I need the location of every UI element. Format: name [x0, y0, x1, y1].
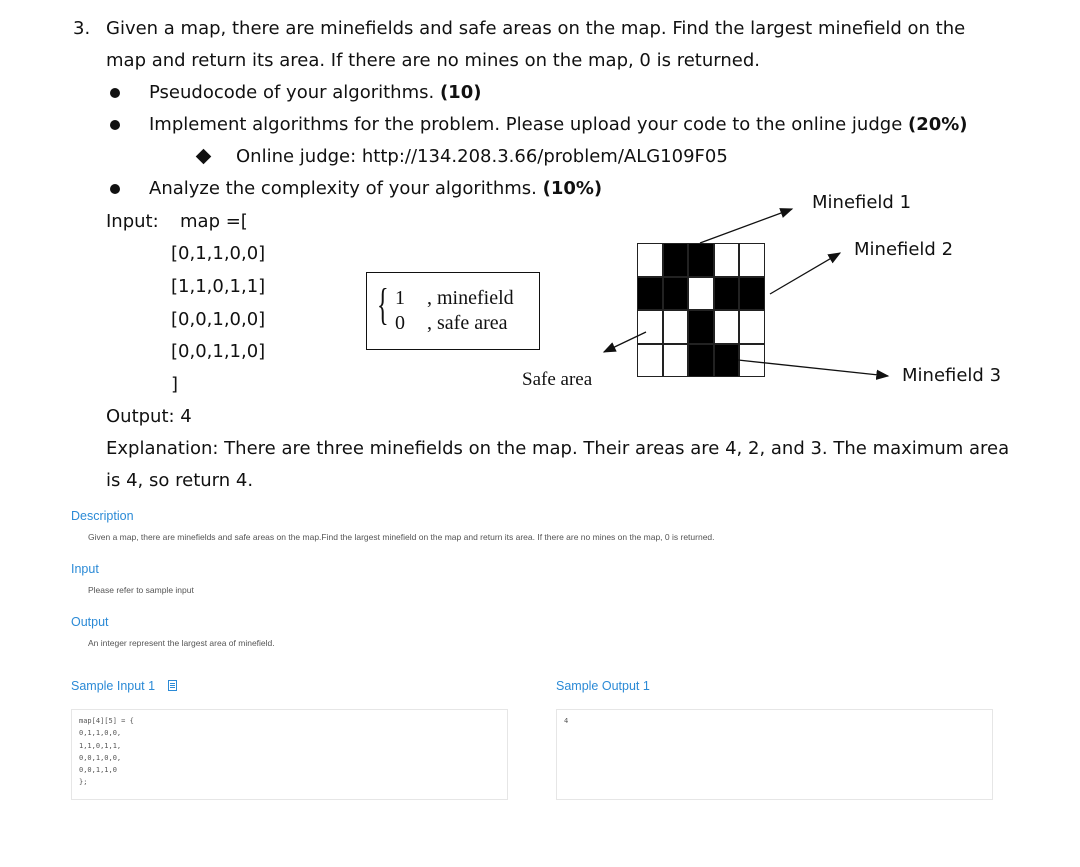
grid-cell-mine: [663, 277, 689, 311]
problem-line-2: map and return its area. If there are no mines on the map, 0 is returned.: [106, 50, 760, 71]
map-open: map =[: [180, 211, 248, 232]
input-text: Please refer to sample input: [88, 585, 194, 595]
label-minefield-1: Minefield 1: [812, 192, 912, 213]
grid-cell-safe: [714, 310, 740, 344]
legend-value-mine: 1: [395, 287, 405, 309]
grid-cell-mine: [663, 243, 689, 277]
grid-cell-safe: [637, 344, 663, 378]
grid-cell-mine: [637, 277, 663, 311]
map-row: [0,1,1,0,0]: [171, 243, 266, 264]
bullet-dot: [110, 184, 120, 194]
grid-cell-safe: [663, 310, 689, 344]
sample-output-title: Sample Output 1: [556, 679, 650, 693]
grid-cell-safe: [637, 243, 663, 277]
bullet-dot: [110, 120, 120, 130]
grid-cell-safe: [739, 344, 765, 378]
grid-cell-safe: [714, 243, 740, 277]
legend-text-mine: , minefield: [427, 287, 514, 309]
arrow-minefield-2: [770, 253, 840, 294]
sample-input-code: map[4][5] = { 0,1,1,0,0, 1,1,0,1,1, 0,0,1,0,0, 0,0,1,1,0 };: [79, 717, 134, 787]
grid-cell-mine: [714, 344, 740, 378]
map-row: [0,0,1,1,0]: [171, 341, 266, 362]
online-judge-link[interactable]: Online judge: http://134.208.3.66/problem/ALG109F05: [236, 146, 728, 167]
sample-output-code: 4: [564, 717, 569, 725]
legend-value-safe: 0: [395, 312, 405, 334]
bullet-complexity: Analyze the complexity of your algorithms. (10%): [149, 178, 603, 199]
grid-cell-safe: [637, 310, 663, 344]
explanation-line-2: is 4, so return 4.: [106, 470, 254, 491]
label-minefield-2: Minefield 2: [854, 239, 954, 260]
grid-cell-safe: [739, 310, 765, 344]
sample-input-title: Sample Input 1: [71, 679, 156, 693]
label-safe-area: Safe area: [522, 369, 593, 390]
grid-cell-safe: [663, 344, 689, 378]
description-title: Description: [71, 509, 134, 523]
bullet-pseudocode: Pseudocode of your algorithms. (10): [149, 82, 482, 103]
grid-cell-safe: [739, 243, 765, 277]
arrow-minefield-1: [700, 209, 792, 243]
grid-cell-mine: [739, 277, 765, 311]
legend-text-safe: , safe area: [427, 312, 508, 334]
grid-cell-mine: [688, 310, 714, 344]
bullet-dot: [110, 88, 120, 98]
input-title: Input: [71, 562, 99, 576]
problem-number: 3.: [73, 18, 91, 39]
bullet-implement: Implement algorithms for the problem. Please upload your code to the online judge (20%): [149, 114, 968, 135]
output-line: Output: 4: [106, 406, 192, 427]
problem-line-1: Given a map, there are minefields and safe areas on the map. Find the largest minefield on the: [106, 18, 966, 39]
grid-cell-mine: [714, 277, 740, 311]
map-row: [1,1,0,1,1]: [171, 276, 266, 297]
grid-cell-mine: [688, 344, 714, 378]
map-row: [0,0,1,0,0]: [171, 309, 266, 330]
input-label: Input:: [106, 211, 159, 232]
label-minefield-3: Minefield 3: [902, 365, 1002, 386]
output-title: Output: [71, 615, 109, 629]
diamond-bullet-icon: [196, 149, 212, 165]
grid-cell-safe: [688, 277, 714, 311]
explanation-line-1: Explanation: There are three minefields on the map. Their areas are 4, 2, and 3. The maximum area: [106, 438, 1010, 459]
grid-cell-mine: [688, 243, 714, 277]
brace-icon: {: [377, 280, 389, 329]
sample-input-panel[interactable]: [71, 709, 508, 800]
sample-output-panel[interactable]: [556, 709, 993, 800]
legend-box: [366, 272, 540, 350]
description-text: Given a map, there are minefields and safe areas on the map.Find the largest minefield on the map and return its area. If there are no mines on the map, 0 is returned.: [88, 532, 715, 542]
output-text: An integer represent the largest area of minefield.: [88, 638, 275, 648]
copy-icon[interactable]: [168, 680, 177, 691]
map-close: ]: [171, 374, 179, 395]
